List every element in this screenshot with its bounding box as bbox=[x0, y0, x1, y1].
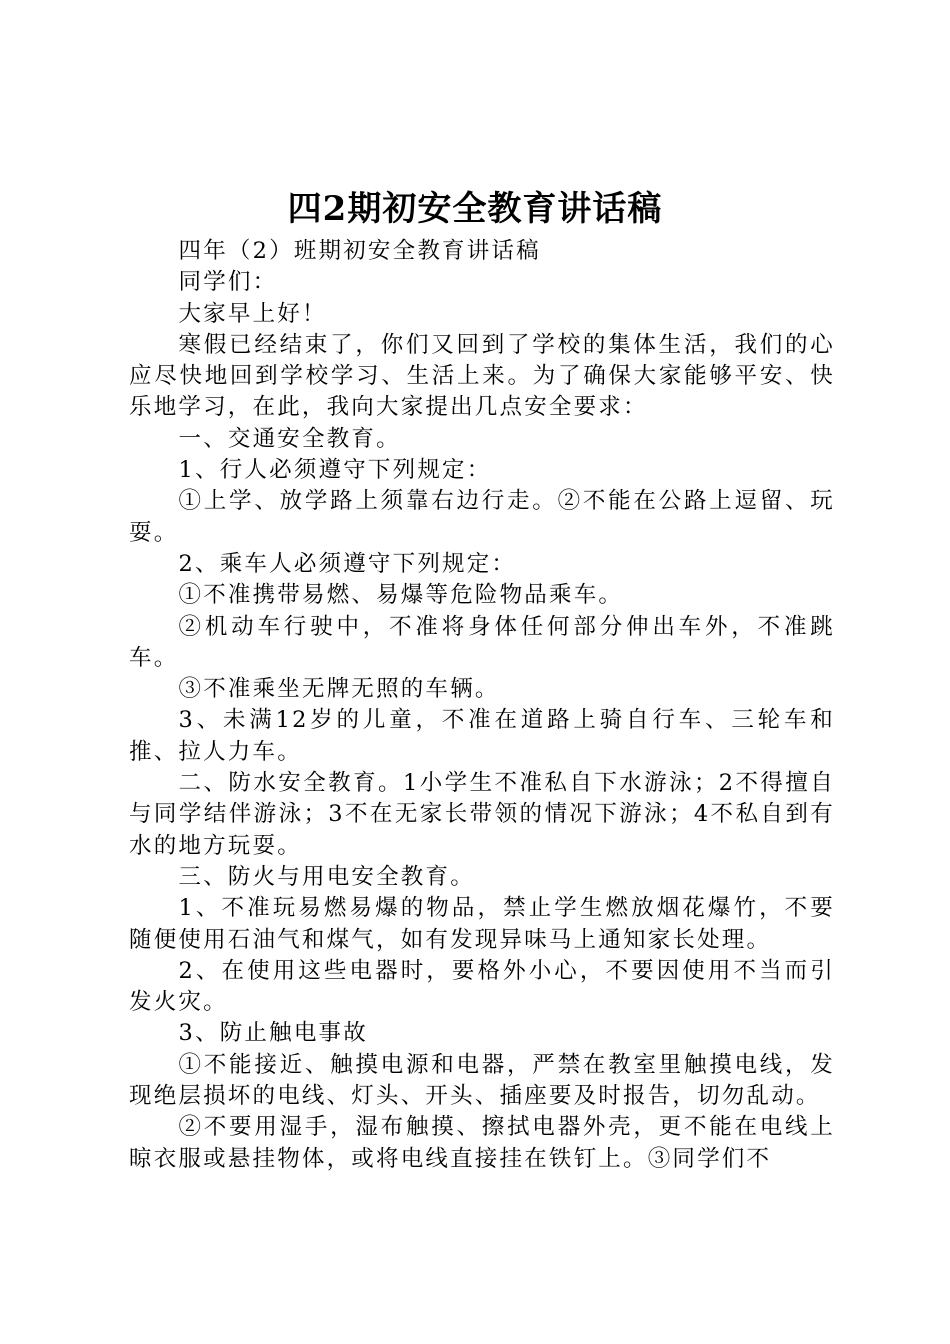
paragraph-electric-heading: 3、防止触电事故 bbox=[178, 1020, 368, 1047]
paragraph-heading-fire-electric: 三、防火与用电安全教育。 bbox=[178, 863, 475, 890]
paragraph-fire-rule-1: 1、不准玩易燃易爆的物品，禁止学生燃放烟花爆竹，不要随便使用石油气和煤气，如有发现异味马上通知家长处理。 bbox=[129, 895, 835, 953]
document-body bbox=[129, 236, 835, 1175]
paragraph-children-rule: 3、未满12岁的儿童，不准在道路上骑自行车、三轮车和推、拉人力车。 bbox=[129, 707, 835, 765]
paragraph-passenger-rules: 2、乘车人必须遵守下列规定： bbox=[178, 550, 517, 577]
paragraph-heading-traffic: 一、交通安全教育。 bbox=[178, 425, 401, 452]
paragraph-electric-item-1: ①不能接近、触摸电源和电器，严禁在教室里触摸电线，发现绝层损坏的电线、灯头、开头、插座要及时报告，切勿乱动。 bbox=[129, 1051, 835, 1110]
paragraph-passenger-item-1: ①不准携带易燃、易爆等危险物品乘车。 bbox=[178, 582, 624, 609]
paragraph-greeting: 同学们： bbox=[178, 269, 278, 296]
paragraph-fire-rule-2: 2、在使用这些电器时，要格外小心，不要因使用不当而引发火灾。 bbox=[129, 957, 835, 1016]
paragraph-intro: 寒假已经结束了，你们又回到了学校的集体生活，我们的心应尽快地回到学校学习、生活上来。为了确保大家能够平安、快乐地学习，在此，我向大家提出几点安全要求： bbox=[129, 331, 835, 421]
paragraph-electric-item-2: ②不要用湿手，湿布触摸、擦拭电器外壳，更不能在电线上晾衣服或悬挂物体，或将电线直接挂在铁钉上。③同学们不 bbox=[129, 1114, 835, 1172]
paragraph-passenger-item-3: ③不准乘坐无牌无照的车辆。 bbox=[178, 676, 500, 703]
document-title: 四2期初安全教育讲话稿 bbox=[287, 189, 663, 229]
paragraph-passenger-item-2: ②机动车行驶中，不准将身体任何部分伸出车外，不准跳车。 bbox=[129, 613, 835, 671]
paragraph-subtitle: 四年（2）班期初安全教育讲话稿 bbox=[178, 238, 541, 264]
paragraph-pedestrian-rules: 1、行人必须遵守下列规定： bbox=[178, 457, 492, 484]
paragraph-pedestrian-items: ①上学、放学路上须靠右边行走。②不能在公路上逗留、玩耍。 bbox=[129, 488, 835, 546]
paragraph-water-safety: 二、防水安全教育。1小学生不准私自下水游泳；2不得擅自与同学结伴游泳；3不在无家长带领的情况下游泳；4不私自到有水的地方玩耍。 bbox=[129, 770, 835, 859]
paragraph-good-morning: 大家早上好！ bbox=[178, 300, 327, 327]
